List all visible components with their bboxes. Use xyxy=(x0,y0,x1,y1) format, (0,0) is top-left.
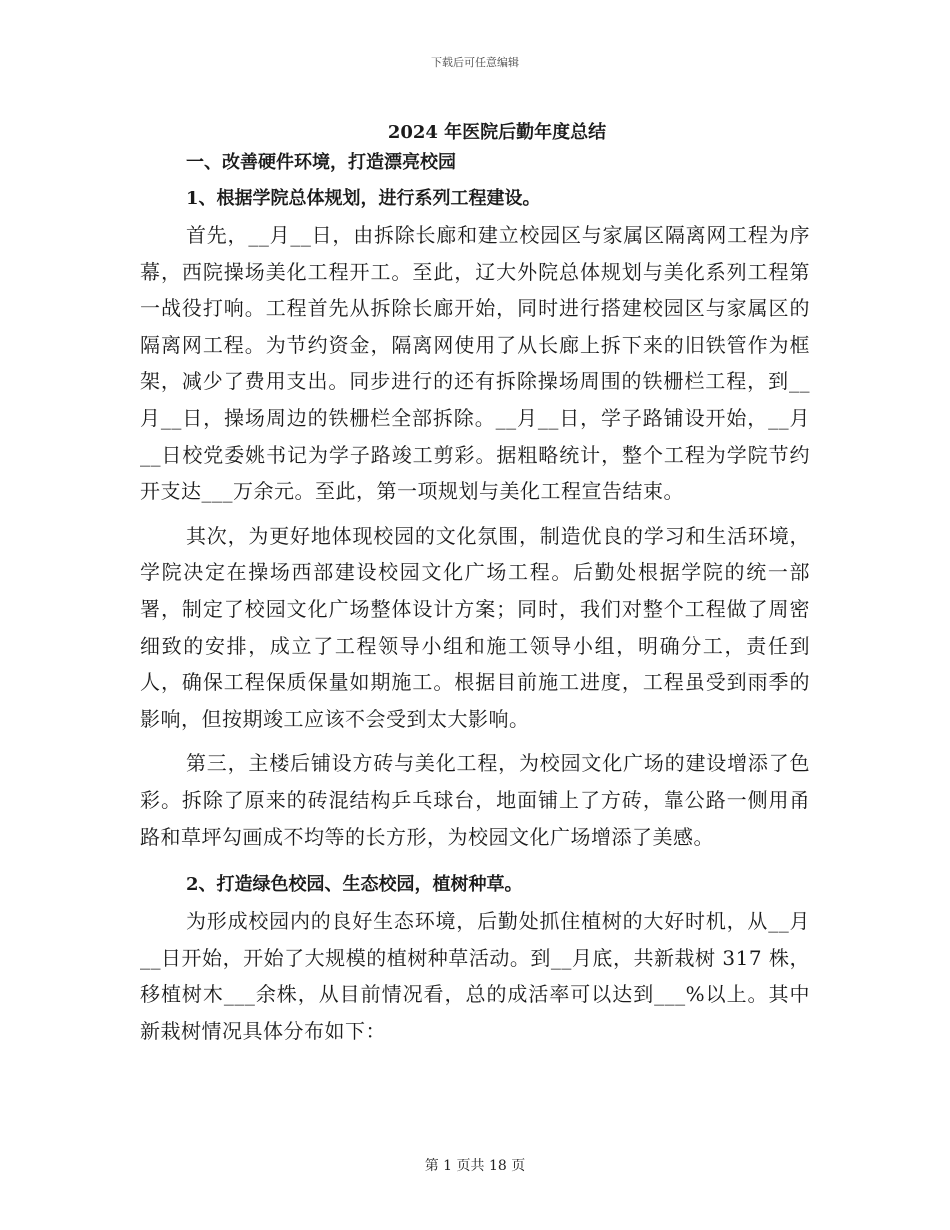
page-header-note: 下载后可任意编辑 xyxy=(431,56,519,69)
body-paragraph: 首先，__月__日，由拆除长廊和建立校园区与家属区隔离网工程为序幕，西院操场美化工程开工。至此，辽大外院总体规划与美化系列工程第一战役打响。工程首先从拆除长廊开始，同时进行搭建校园区与家属区的隔离网工程。为节约资金，隔离网使用了从长廊上拆下来的旧铁管作为框架，减少了费用支出。同步进行的还有拆除操场周围的铁栅栏工程，到__月__日，操场周边的铁栅栏全部拆除。__月__日，学子路铺设开始，__月__日校党委姚书记为学子路竣工剪彩。据粗略统计，整个工程为学院节约开支达___万余元。至此，第一项规划与美化工程宣告结束。 xyxy=(140,223,810,504)
page-footer: 第 1 页共 18 页 xyxy=(424,1158,526,1174)
body-paragraph: 第三，主楼后铺设方砖与美化工程，为校园文化广场的建设增添了色彩。拆除了原来的砖混结构乒乓球台，地面铺上了方砖，靠公路一侧用甬路和草坪勾画成不均等的长方形，为校园文化广场增添了美感。 xyxy=(140,751,810,849)
document-title: 2024 年医院后勤年度总结 xyxy=(387,122,607,143)
document-body xyxy=(140,145,810,1049)
section-heading: 一、改善硬件环境，打造漂亮校园 xyxy=(186,152,456,173)
subsection-heading: 2、打造绿色校园、生态校园，植树种草。 xyxy=(186,874,523,896)
subsection-heading: 1、根据学院总体规划，进行系列工程建设。 xyxy=(186,188,541,209)
body-paragraph: 为形成校园内的良好生态环境，后勤处抓住植树的大好时机，从__月__日开始，开始了大规模的植树种草活动。到__月底，共新栽树 317 株，移植树木___余株，从目前情况看，总的成活率可以达到___%以上。其中新栽树情况具体分布如下： xyxy=(140,909,810,1043)
body-paragraph: 其次，为更好地体现校园的文化氛围，制造优良的学习和生活环境，学院决定在操场西部建设校园文化广场工程。后勤处根据学院的统一部署，制定了校园文化广场整体设计方案；同时，我们对整个工程做了周密细致的安排，成立了工程领导小组和施工领导小组，明确分工，责任到人，确保工程保质保量如期施工。根据目前施工进度，工程虽受到雨季的影响，但按期竣工应该不会受到太大影响。 xyxy=(140,523,810,731)
